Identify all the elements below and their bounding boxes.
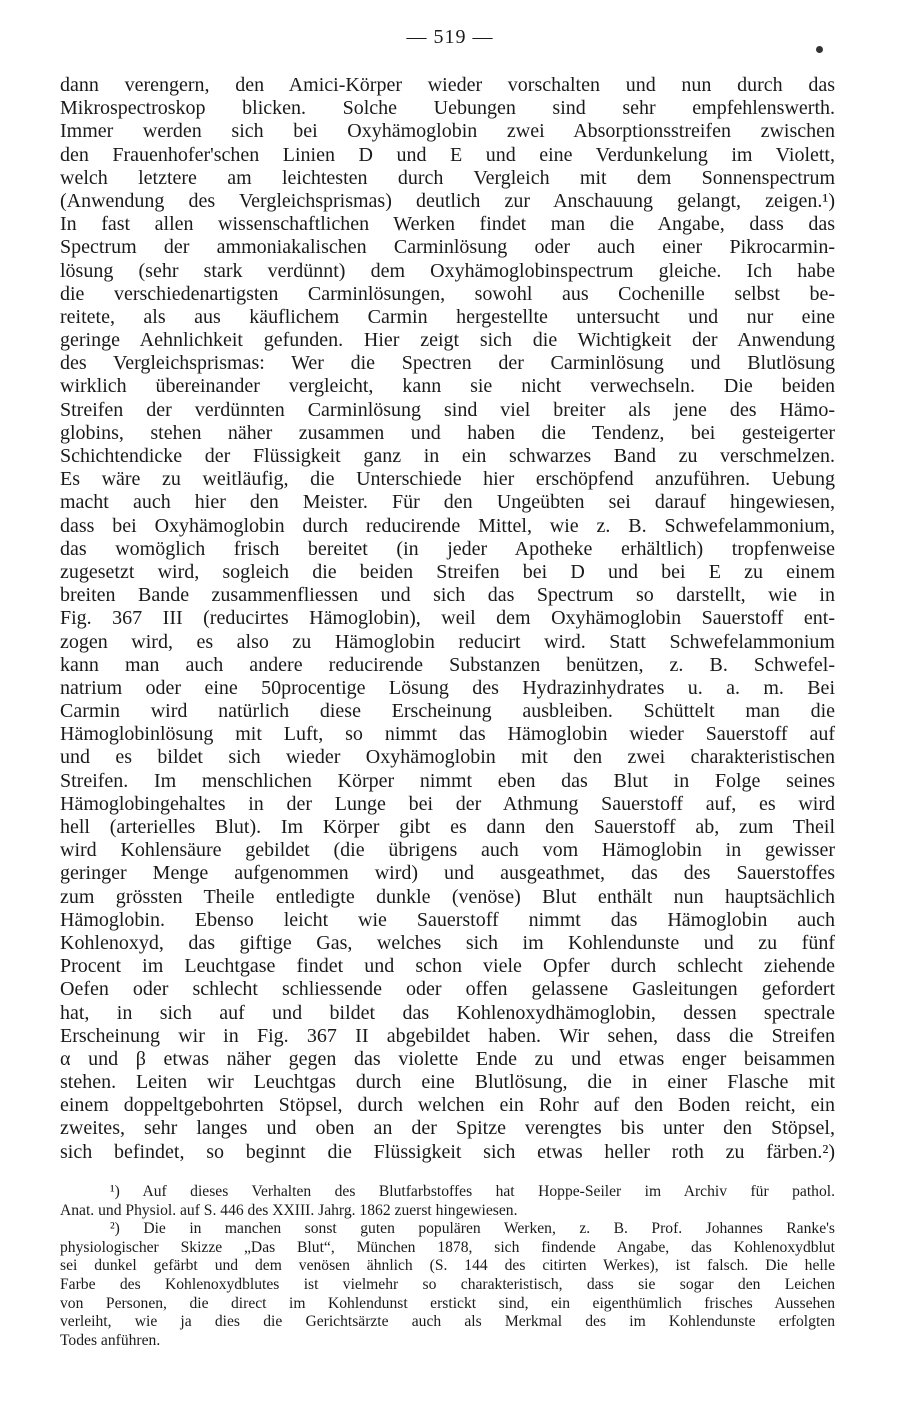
- text-line: Hämoglobin. Ebenso leicht wie Sauerstoff nimmt das Hämoglobin auch: [60, 908, 835, 931]
- text-line: Hämoglobinlösung mit Luft, so nimmt das Hämoglobin wieder Sauerstoff auf: [60, 723, 835, 746]
- text-line: zugesetzt wird, sogleich die beiden Streifen bei D und bei E zu einem: [60, 560, 835, 583]
- text-line: dann verengern, den Amici-Körper wieder vorschalten und nun durch das: [60, 74, 835, 96]
- text-line: natrium oder eine 50procentige Lösung des Hydrazinhydrates u. a. m. Bei: [60, 676, 835, 699]
- text-line: Streifen der verdünnten Carminlösung sind viel breiter als jene des Hämo-: [60, 398, 835, 421]
- text-line: Carmin wird natürlich diese Erscheinung ausbleiben. Schüttelt man die: [60, 700, 835, 723]
- main-text-block: [60, 74, 835, 1164]
- text-line: wirklich übereinander vergleicht, kann sie nicht verwechseln. Die beiden: [60, 375, 835, 398]
- text-line: reitete, als aus käuflichem Carmin hergestellte untersucht und nur eine: [60, 305, 835, 328]
- text-line: dass bei Oxyhämoglobin durch reducirende Mittel, wie z. B. Schwefelammonium,: [60, 514, 835, 537]
- footnote-line: Farbe des Kohlenoxydblutes ist vielmehr so charakteristisch, dass sie sogar den Leichen: [60, 1275, 835, 1293]
- footnote-line: physiologischer Skizze „Das Blut“, München 1878, sich findende Angabe, das Kohlenoxydblut: [60, 1238, 835, 1256]
- text-line: Immer werden sich bei Oxyhämoglobin zwei Absorptionsstreifen zwischen: [60, 120, 835, 143]
- text-line: kann man auch andere reducirende Substanzen benützen, z. B. Schwefel-: [60, 653, 835, 676]
- text-line: Mikrospectroskop blicken. Solche Uebungen sind sehr empfehlenswerth.: [60, 97, 835, 120]
- text-line: zweites, sehr langes und oben an der Spitze verengtes bis unter den Stöpsel,: [60, 1117, 835, 1140]
- text-line: die verschiedenartigsten Carminlösungen, sowohl aus Cochenille selbst be-: [60, 282, 835, 305]
- text-line: Erscheinung wir in Fig. 367 II abgebildet haben. Wir sehen, dass die Streifen: [60, 1024, 835, 1047]
- footnote-line: Anat. und Physiol. auf S. 446 des XXIII. Jahrg. 1862 zuerst hingewiesen.: [60, 1201, 518, 1219]
- footnote-line: sei dunkel gefärbt und dem venösen ähnlich (S. 144 des citirten Werkes), ist falsch. Die helle: [60, 1257, 835, 1275]
- text-line: α und β etwas näher gegen das violette Ende zu und etwas enger beisammen: [60, 1047, 835, 1070]
- page-number: — 519 —: [406, 26, 494, 48]
- text-line: breiten Bande zusammenfliessen und sich das Spectrum so darstellt, wie in: [60, 584, 835, 607]
- text-line: des Vergleichsprismas: Wer die Spectren der Carminlösung und Blutlösung: [60, 352, 835, 375]
- text-line: wird Kohlensäure gebildet (die übrigens auch vom Hämoglobin in gewisser: [60, 839, 835, 862]
- text-line: Fig. 367 III (reducirtes Hämoglobin), weil dem Oxyhämoglobin Sauerstoff ent-: [60, 607, 835, 630]
- text-line: den Frauenhofer'schen Linien D und E und eine Verdunkelung im Violett,: [60, 143, 835, 166]
- text-line: Oefen oder schlecht schliessende oder offen gelassene Gasleitungen gefordert: [60, 978, 835, 1001]
- text-line: In fast allen wissenschaftlichen Werken findet man die Angabe, dass das: [60, 213, 835, 236]
- text-line: Es wäre zu weitläufig, die Unterschiede hier erschöpfend anzuführen. Uebung: [60, 468, 835, 491]
- text-line: zum grössten Theile entledigte dunkle (venöse) Blut enthält nun hauptsächlich: [60, 885, 835, 908]
- text-line: (Anwendung des Vergleichsprismas) deutlich zur Anschauung gelangt, zeigen.¹): [60, 189, 835, 212]
- text-line: geringer Menge aufgenommen wird) und ausgeathmet, das des Sauerstoffes: [60, 862, 835, 885]
- text-line: hell (arterielles Blut). Im Körper gibt es dann den Sauerstoff ab, zum Theil: [60, 816, 835, 838]
- text-line: stehen. Leiten wir Leuchtgas durch eine Blutlösung, die in einer Flasche mit: [60, 1071, 835, 1094]
- text-line: das womöglich frisch bereitet (in jeder Apotheke erhältlich) tropfenweise: [60, 537, 835, 560]
- text-line: macht auch hier den Meister. Für den Ungeübten sei darauf hingewiesen,: [60, 491, 835, 514]
- text-line: welch letztere am leichtesten durch Vergleich mit dem Sonnenspectrum: [60, 166, 835, 189]
- footnote-line: ²) Die in manchen sonst guten populären Werken, z. B. Prof. Johannes Ranke's: [110, 1220, 835, 1238]
- text-line: Schichtendicke der Flüssigkeit ganz in ein schwarzes Band zu verschmelzen.: [60, 445, 835, 467]
- footnote-line: ¹) Auf dieses Verhalten des Blutfarbstoffes hat Hoppe-Seiler im Archiv für pathol.: [110, 1183, 835, 1200]
- text-line: Spectrum der ammoniakalischen Carminlösung oder auch einer Pikrocarmin-: [60, 236, 835, 259]
- text-line: lösung (sehr stark verdünnt) dem Oxyhämoglobinspectrum gleiche. Ich habe: [60, 259, 835, 282]
- text-line: einem doppeltgebohrten Stöpsel, durch welchen ein Rohr auf den Boden reicht, ein: [60, 1094, 835, 1117]
- text-line: Kohlenoxyd, das giftige Gas, welches sich im Kohlendunste und zu fünf: [60, 931, 835, 954]
- text-line: Procent im Leuchtgase findet und schon viele Opfer durch schlecht ziehende: [60, 955, 835, 978]
- text-line: Hämoglobingehaltes in der Lunge bei der Athmung Sauerstoff auf, es wird: [60, 792, 835, 815]
- text-line: sich befindet, so beginnt die Flüssigkeit sich etwas heller roth zu färben.²): [60, 1140, 835, 1163]
- footnotes-block: [60, 1183, 835, 1350]
- text-line: zogen wird, es also zu Hämoglobin reducirt wird. Statt Schwefelammonium: [60, 630, 835, 653]
- footnote-line: von Personen, die direct im Kohlendunst erstickt sind, ein eigenthümlich frisches Aussehen: [60, 1294, 835, 1312]
- text-line: Streifen. Im menschlichen Körper nimmt eben das Blut in Folge seines: [60, 769, 835, 792]
- text-line: geringe Aehnlichkeit gefunden. Hier zeigt sich die Wichtigkeit der Anwendung: [60, 329, 835, 352]
- ink-speck: [816, 46, 823, 53]
- footnote-line: Todes anführen.: [60, 1331, 161, 1349]
- text-line: globins, stehen näher zusammen und haben die Tendenz, bei gesteigerter: [60, 421, 835, 444]
- footnote-line: verleiht, wie ja dies die Gerichtsärzte auch als Merkmal des im Kohlendunste erfolgten: [60, 1313, 835, 1331]
- text-line: und es bildet sich wieder Oxyhämoglobin mit den zwei charakteristischen: [60, 746, 835, 769]
- text-line: hat, in sich auf und bildet das Kohlenoxydhämoglobin, dessen spectrale: [60, 1001, 835, 1024]
